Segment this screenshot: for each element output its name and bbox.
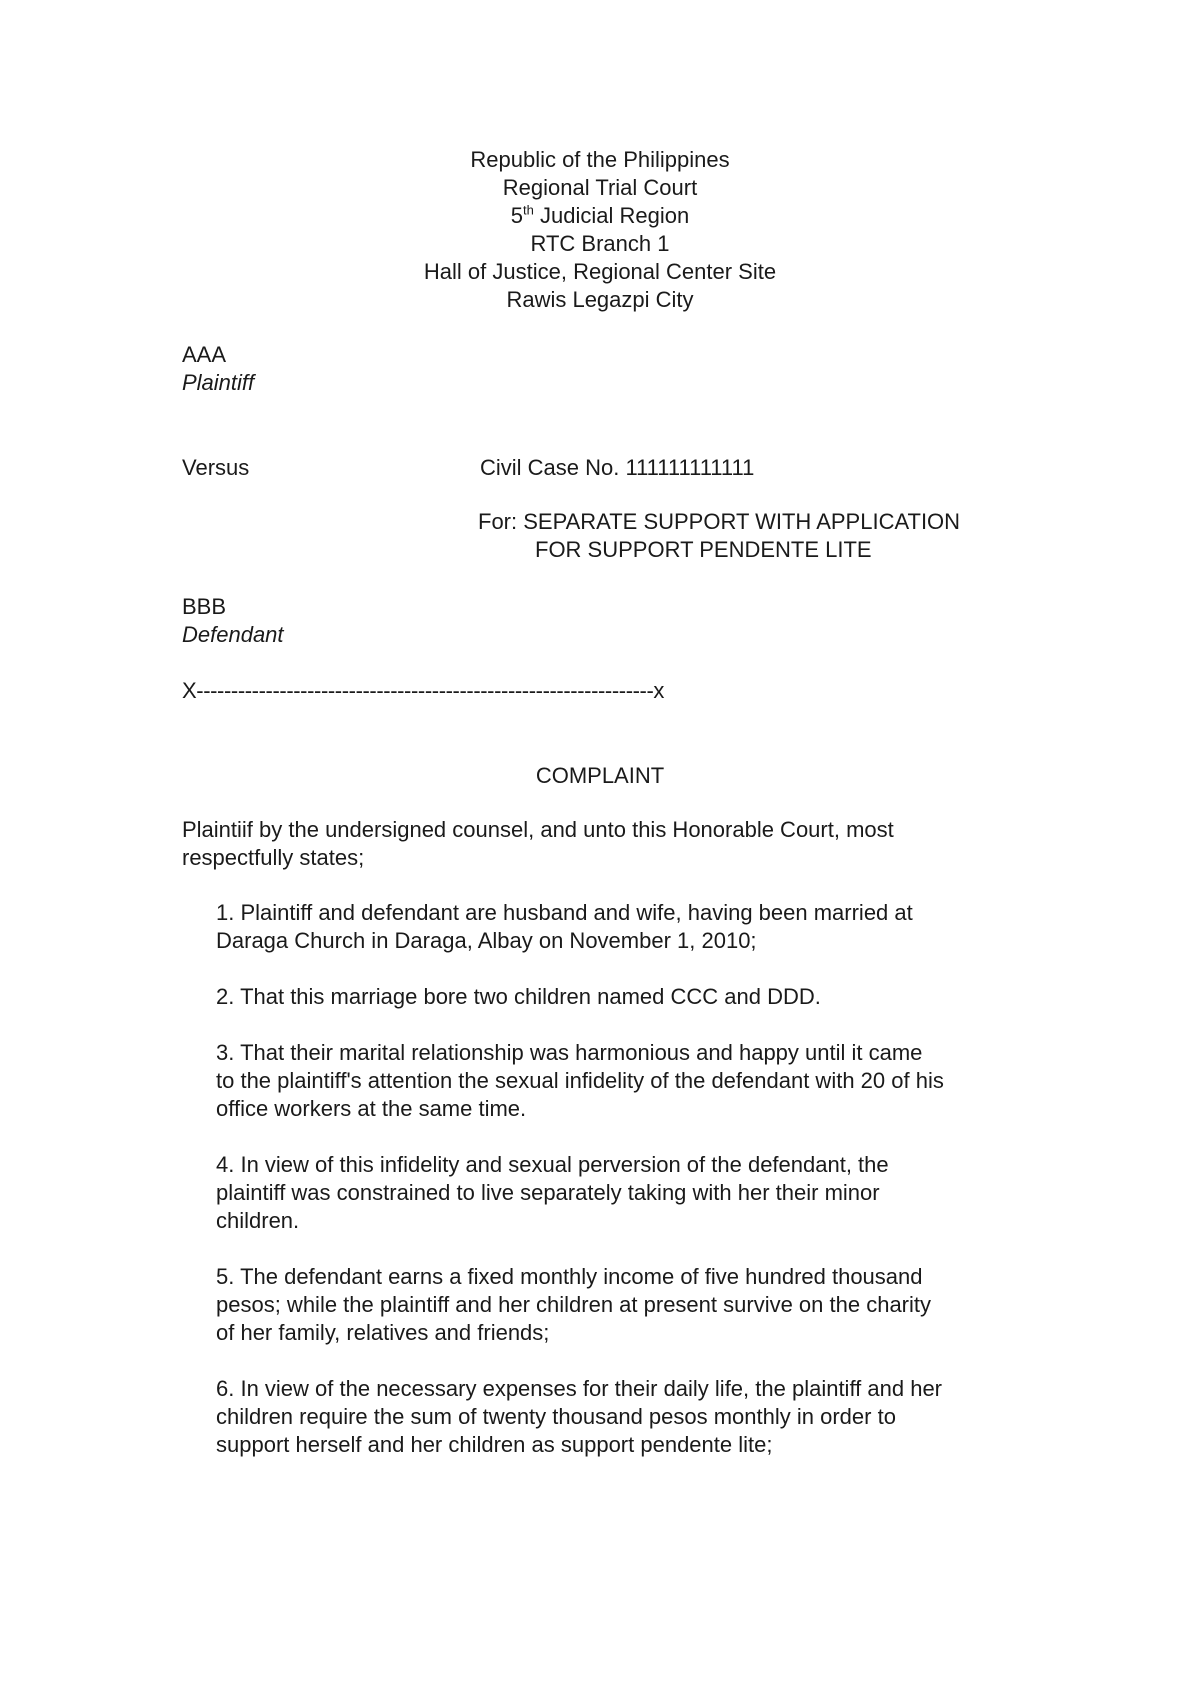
case-nature-line1: For: SEPARATE SUPPORT WITH APPLICATION [478,509,961,534]
plaintiff-name: AAA [182,342,227,367]
intro-line-2: respectfully states; [182,845,365,870]
defendant-label: Defendant [182,622,284,647]
allegation-line: 5. The defendant earns a fixed monthly income of five hundred thousand [216,1264,923,1289]
plaintiff-label: Plaintiff [182,370,255,395]
document-title: COMPLAINT [535,763,665,788]
allegation-line: 6. In view of the necessary expenses for their daily life, the plaintiff and her [216,1376,942,1401]
allegation-line: children require the sum of twenty thousand pesos monthly in order to [216,1404,896,1429]
allegation-line: support herself and her children as support pendente lite; [216,1432,773,1457]
allegation-line: to the plaintiff's attention the sexual infidelity of the defendant with 20 of his [216,1068,944,1093]
header-city: Rawis Legazpi City [506,287,694,312]
allegation-line: pesos; while the plaintiff and her children at present survive on the charity [216,1292,931,1317]
allegation-line: office workers at the same time. [216,1096,527,1121]
header-branch: RTC Branch 1 [530,231,670,256]
allegation-line: 4. In view of this infidelity and sexual perversion of the defendant, the [216,1152,889,1177]
allegation-line: 3. That their marital relationship was harmonious and happy until it came [216,1040,923,1065]
allegation-line: of her family, relatives and friends; [216,1320,550,1345]
allegation-line: children. [216,1208,300,1233]
intro-line-1: Plaintiif by the undersigned counsel, and unto this Honorable Court, most [182,817,894,842]
civil-case-number: Civil Case No. 111111111111 [480,455,755,480]
region-number: 5 [510,203,524,228]
allegation-line: plaintiff was constrained to live separately taking with her their minor [216,1180,880,1205]
allegation-line: 2. That this marriage bore two children named CCC and DDD. [216,984,821,1009]
caption-separator: X------------------------------------------------------------------x [182,678,665,703]
header-court: Regional Trial Court [502,175,698,200]
header-republic: Republic of the Philippines [470,147,730,172]
allegation-line: Daraga Church in Daraga, Albay on November 1, 2010; [216,928,757,953]
header-hall-of-justice: Hall of Justice, Regional Center Site [423,259,777,284]
case-nature-line2: FOR SUPPORT PENDENTE LITE [535,537,872,562]
defendant-name: BBB [182,594,227,619]
allegation-line: 1. Plaintiff and defendant are husband and wife, having been married at [216,900,913,925]
versus-label: Versus [182,455,250,480]
region-suffix: th [523,202,534,218]
region-text: Judicial Region [533,203,690,228]
header-judicial-region [0,202,1200,230]
